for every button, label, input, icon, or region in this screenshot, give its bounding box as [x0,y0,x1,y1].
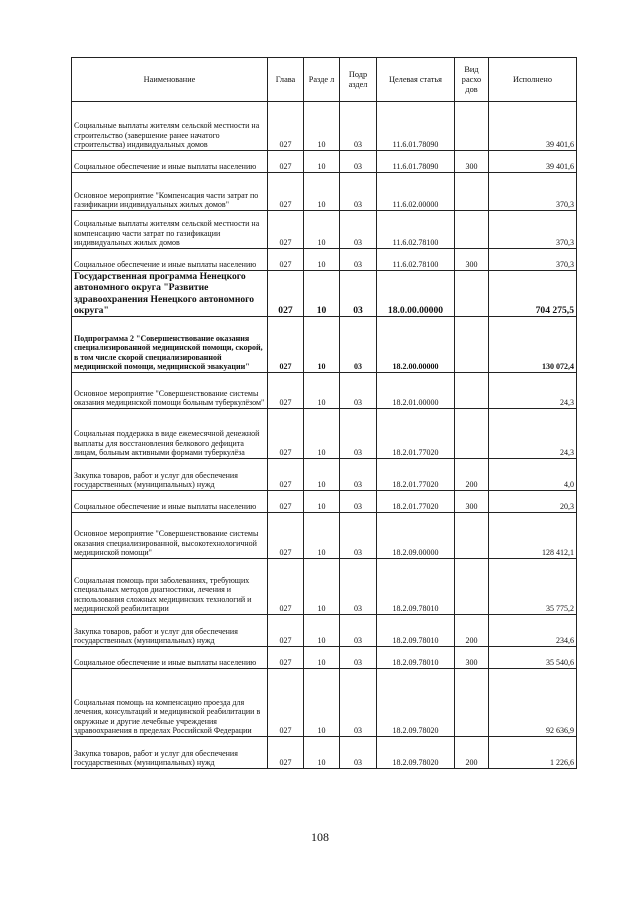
row-subsection: 03 [340,737,377,769]
row-chapter: 027 [268,669,304,737]
row-chapter: 027 [268,102,304,151]
row-expense-type: 300 [455,249,489,271]
row-executed: 39 401,6 [489,102,577,151]
row-chapter: 027 [268,409,304,459]
row-target-article: 18.2.01.77020 [377,491,455,513]
row-expense-type: 300 [455,491,489,513]
row-chapter: 027 [268,737,304,769]
row-chapter: 027 [268,647,304,669]
table-row [72,271,577,317]
row-section: 10 [304,459,340,491]
row-executed: 35 540,6 [489,647,577,669]
row-chapter: 027 [268,317,304,373]
row-target-article: 11.6.02.78100 [377,211,455,249]
row-subsection: 03 [340,373,377,409]
table-row [72,317,577,373]
table-row [72,513,577,559]
row-target-article: 11.6.02.00000 [377,173,455,211]
row-section: 10 [304,491,340,513]
row-section: 10 [304,211,340,249]
row-chapter: 027 [268,491,304,513]
row-name: Социальные выплаты жителям сельской местности на строительство (завершение ранее начатого строительства) индивидуальных домов [72,102,268,151]
row-section: 10 [304,373,340,409]
row-executed: 370,3 [489,211,577,249]
header-section: Разде л [304,58,340,102]
row-name: Социальное обеспечение и иные выплаты населению [72,151,268,173]
row-target-article: 18.2.01.00000 [377,373,455,409]
row-name: Подпрограмма 2 "Совершенствование оказания специализированной медицинской помощи, скорой, в том числе скорой специализированной медицинской помощи, медицинской эвакуации" [72,317,268,373]
table-row [72,409,577,459]
row-target-article: 18.2.09.78010 [377,647,455,669]
row-name: Основное мероприятие "Совершенствование системы оказания медицинской помощи больным туберкулёзом" [72,373,268,409]
table-row [72,491,577,513]
row-subsection: 03 [340,271,377,317]
row-subsection: 03 [340,559,377,615]
row-section: 10 [304,317,340,373]
row-section: 10 [304,737,340,769]
row-expense-type [455,669,489,737]
row-name: Закупка товаров, работ и услуг для обеспечения государственных (муниципальных) нужд [72,737,268,769]
row-target-article: 11.6.01.78090 [377,102,455,151]
row-expense-type: 300 [455,151,489,173]
row-section: 10 [304,513,340,559]
row-expense-type: 200 [455,615,489,647]
row-subsection: 03 [340,459,377,491]
row-name: Государственная программа Ненецкого автономного округа "Развитие здравоохранения Ненецкого автономного округа" [72,271,268,317]
table-row [72,151,577,173]
row-expense-type [455,373,489,409]
row-name: Социальная помощь на компенсацию проезда для лечения, консультаций и медицинской реабилитации в окружные и другие лечебные учреждения здравоохранения в пределах Российской Федерации [72,669,268,737]
row-expense-type [455,271,489,317]
header-target-article: Целевая статья [377,58,455,102]
table-row [72,559,577,615]
row-section: 10 [304,151,340,173]
page-number: 108 [311,830,329,844]
row-name: Социальное обеспечение и иные выплаты населению [72,491,268,513]
row-target-article: 18.2.09.78020 [377,669,455,737]
row-executed: 35 775,2 [489,559,577,615]
row-section: 10 [304,669,340,737]
row-expense-type [455,211,489,249]
table-row [72,669,577,737]
row-executed: 234,6 [489,615,577,647]
row-executed: 704 275,5 [489,271,577,317]
row-chapter: 027 [268,615,304,647]
header-expense-type: Вид расхо дов [455,58,489,102]
table-row [72,737,577,769]
table-row [72,173,577,211]
row-expense-type [455,513,489,559]
row-expense-type [455,173,489,211]
row-name: Закупка товаров, работ и услуг для обеспечения государственных (муниципальных) нужд [72,615,268,647]
row-section: 10 [304,102,340,151]
table-row [72,459,577,491]
row-subsection: 03 [340,409,377,459]
row-target-article: 11.6.01.78090 [377,151,455,173]
header-name: Наименование [72,58,268,102]
row-name: Социальное обеспечение и иные выплаты населению [72,647,268,669]
row-section: 10 [304,173,340,211]
header-chapter: Глава [268,58,304,102]
row-subsection: 03 [340,647,377,669]
row-section: 10 [304,559,340,615]
row-executed: 4,0 [489,459,577,491]
row-section: 10 [304,647,340,669]
row-subsection: 03 [340,249,377,271]
table-row [72,373,577,409]
row-target-article: 18.2.01.77020 [377,409,455,459]
row-subsection: 03 [340,669,377,737]
row-section: 10 [304,271,340,317]
row-chapter: 027 [268,249,304,271]
row-section: 10 [304,409,340,459]
row-name: Основное мероприятие "Компенсация части затрат по газификации индивидуальных жилых домов" [72,173,268,211]
row-expense-type: 200 [455,737,489,769]
row-executed: 20,3 [489,491,577,513]
row-subsection: 03 [340,513,377,559]
row-subsection: 03 [340,491,377,513]
row-expense-type: 300 [455,647,489,669]
row-target-article: 18.2.09.78020 [377,737,455,769]
row-section: 10 [304,615,340,647]
row-executed: 24,3 [489,373,577,409]
row-name: Социальное обеспечение и иные выплаты населению [72,249,268,271]
budget-execution-table [71,57,577,769]
row-chapter: 027 [268,559,304,615]
row-executed: 128 412,1 [489,513,577,559]
table-row [72,102,577,151]
row-name: Социальная помощь при заболеваниях, требующих специальных методов диагностики, лечения и использования сложных медицинских технологий и медицинской реабилитации [72,559,268,615]
row-expense-type [455,409,489,459]
row-chapter: 027 [268,173,304,211]
row-executed: 39 401,6 [489,151,577,173]
row-chapter: 027 [268,373,304,409]
row-executed: 1 226,6 [489,737,577,769]
row-subsection: 03 [340,173,377,211]
row-target-article: 18.2.01.77020 [377,459,455,491]
row-chapter: 027 [268,513,304,559]
table-row [72,211,577,249]
row-executed: 24,3 [489,409,577,459]
row-subsection: 03 [340,615,377,647]
row-section: 10 [304,249,340,271]
row-subsection: 03 [340,211,377,249]
table-row [72,615,577,647]
row-name: Закупка товаров, работ и услуг для обеспечения государственных (муниципальных) нужд [72,459,268,491]
row-chapter: 027 [268,211,304,249]
row-executed: 130 072,4 [489,317,577,373]
table-row [72,647,577,669]
row-subsection: 03 [340,151,377,173]
row-executed: 370,3 [489,249,577,271]
row-expense-type [455,559,489,615]
row-name: Основное мероприятие "Совершенствование системы оказания специализированной, высокотехнологичной медицинской помощи" [72,513,268,559]
header-executed: Исполнено [489,58,577,102]
row-target-article: 18.2.09.78010 [377,615,455,647]
row-expense-type [455,102,489,151]
row-expense-type [455,317,489,373]
header-subsection: Подр аздел [340,58,377,102]
row-executed: 92 636,9 [489,669,577,737]
row-name: Социальные выплаты жителям сельской местности на компенсацию части затрат по газификации индивидуальных жилых домов [72,211,268,249]
row-subsection: 03 [340,317,377,373]
row-name: Социальная поддержка в виде ежемесячной денежной выплаты для восстановления белкового дефицита лицам, больным активными формами туберкулёза [72,409,268,459]
row-target-article: 18.2.00.00000 [377,317,455,373]
row-subsection: 03 [340,102,377,151]
row-target-article: 11.6.02.78100 [377,249,455,271]
row-chapter: 027 [268,459,304,491]
row-executed: 370,3 [489,173,577,211]
row-target-article: 18.2.09.78010 [377,559,455,615]
row-target-article: 18.2.09.00000 [377,513,455,559]
table-row [72,249,577,271]
row-target-article: 18.0.00.00000 [377,271,455,317]
row-chapter: 027 [268,151,304,173]
row-chapter: 027 [268,271,304,317]
row-expense-type: 200 [455,459,489,491]
table-header-row [72,58,577,102]
